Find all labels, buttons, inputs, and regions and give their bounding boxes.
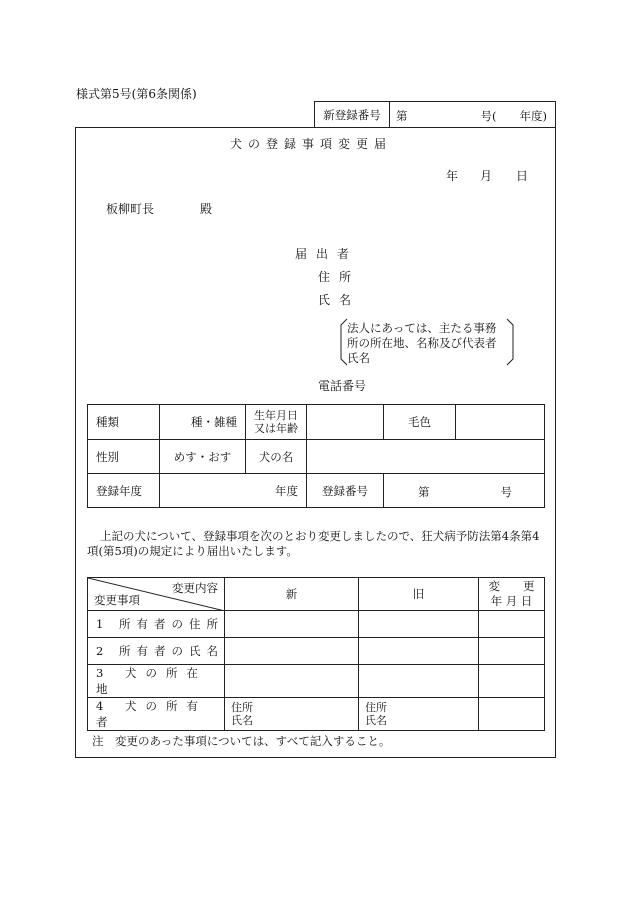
coat-label: 毛色 (384, 405, 456, 440)
new-dog-owner-field[interactable]: 住所 氏名 (225, 698, 359, 731)
date-owner-address-field[interactable] (479, 611, 545, 638)
go-year-label: 号( 年度) (480, 109, 547, 123)
honorific: 殿 (200, 202, 213, 216)
change-table (87, 577, 545, 731)
new-owner-name-field[interactable] (225, 638, 359, 665)
diag-bottom-label: 変更事項 (94, 593, 140, 607)
reg-year-field[interactable]: 年度 (160, 474, 307, 508)
date-day: 日 (516, 169, 529, 183)
note-line-2: 所の所在地、名称及び代表者 (347, 336, 497, 350)
statement-line-2: 項(第5項)の規定により届出いたします。 (87, 544, 298, 558)
reg-go: 号 (500, 485, 512, 499)
row-dog-owner: 4 犬の所有者 (88, 698, 225, 731)
change-date-header: 変 更 年 月 日 (479, 578, 545, 611)
old-owner-address-field[interactable] (359, 611, 479, 638)
date-year: 年 (446, 169, 459, 183)
dai-label: 第 (396, 109, 408, 123)
date-dog-location-field[interactable] (479, 665, 545, 698)
row-owner-address: 1 所有者の住所 (88, 611, 225, 638)
old-header: 旧 (359, 578, 479, 611)
dog-name-field[interactable] (307, 440, 545, 474)
form-number: 様式第5号(第6条関係) (76, 87, 197, 101)
dog-info-table (87, 404, 545, 508)
old-dog-owner-field[interactable]: 住所 氏名 (359, 698, 479, 731)
note-line-3: 氏名 (347, 351, 370, 365)
coat-field[interactable] (456, 405, 545, 440)
date-month: 月 (480, 169, 493, 183)
birth-label: 生年月日 又は年齢 (246, 405, 307, 440)
new-registration-label: 新登録番号 (315, 102, 390, 128)
diag-top-label: 変更内容 (172, 581, 218, 595)
new-registration-field[interactable] (390, 102, 556, 128)
kind-label: 種類 (88, 405, 160, 440)
sex-value[interactable]: めす・おす (160, 440, 246, 474)
reg-year-label: 登録年度 (88, 474, 160, 508)
statement-line-1: 上記の犬について、登録事項を次のとおり変更しましたので、狂犬病予防法第4条第4 (100, 529, 540, 543)
applicant-name-label: 氏名 (318, 293, 361, 307)
new-registration-box (314, 101, 556, 128)
dog-name-label: 犬の名 (246, 440, 307, 474)
applicant-heading: 届出者 (295, 247, 359, 261)
old-owner-name-field[interactable] (359, 638, 479, 665)
new-owner-address-field[interactable] (225, 611, 359, 638)
new-dog-location-field[interactable] (225, 665, 359, 698)
row-owner-name: 2 所有者の氏名 (88, 638, 225, 665)
phone-label: 電話番号 (318, 379, 367, 393)
applicant-address-label: 住所 (318, 270, 361, 284)
date-dog-owner-field[interactable] (479, 698, 545, 731)
form-title: 犬の登録事項変更届 (230, 137, 393, 151)
note-line-1: 法人にあっては、主たる事務 (347, 321, 497, 335)
reg-number-field[interactable] (384, 474, 545, 508)
addressee: 板柳町長 (106, 202, 155, 216)
birth-field[interactable] (307, 405, 384, 440)
diagonal-header (88, 578, 225, 611)
footnote: 注 変更のあった事項については、すべて記入すること。 (92, 734, 391, 748)
reg-number-label: 登録番号 (307, 474, 384, 508)
date-owner-name-field[interactable] (479, 638, 545, 665)
kind-value[interactable]: 種・雑種 (160, 405, 246, 440)
sex-label: 性別 (88, 440, 160, 474)
old-dog-location-field[interactable] (359, 665, 479, 698)
new-header: 新 (225, 578, 359, 611)
row-dog-location: 3 犬の所在地 (88, 665, 225, 698)
reg-dai: 第 (418, 485, 430, 499)
